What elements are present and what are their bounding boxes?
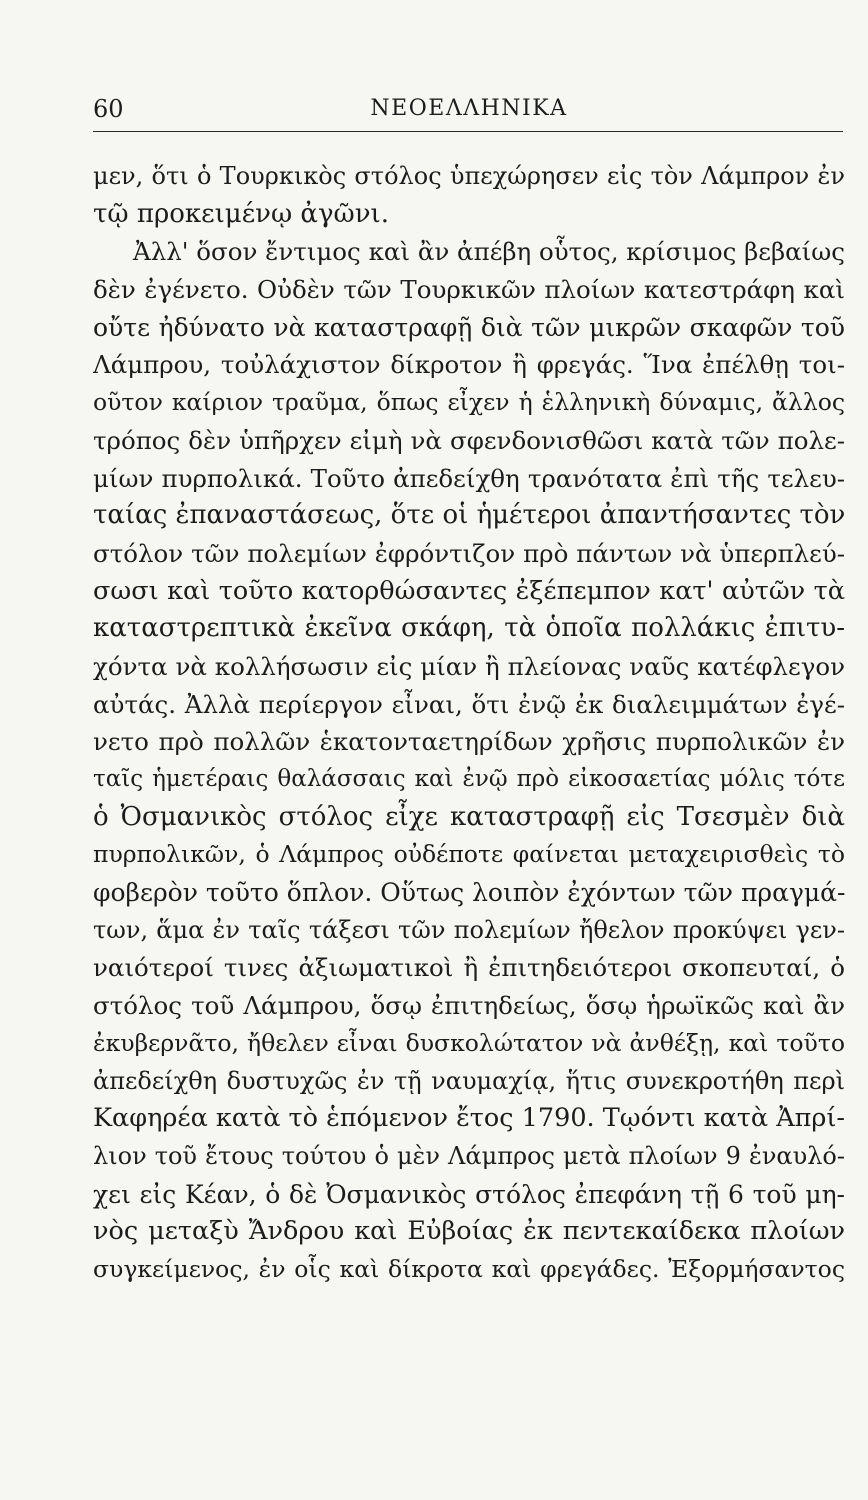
text-line: χει εἰς Κέαν, ὁ δὲ Ὀσμανικὸς στόλος ἐπεφάνη τῇ 6 τοῦ μη-: [93, 1179, 845, 1209]
page-number: 60: [93, 95, 124, 123]
text-line: μίων πυρπολικά. Τοῦτο ἀπεδείχθη τρανότατα ἐπὶ τῆς τελευ-: [93, 463, 845, 493]
text-line: φοβερὸν τοῦτο ὅπλον. Οὕτως λοιπὸν ἐχόντων τῶν πραγμά-: [93, 878, 845, 908]
text-line: οὔτε ἠδύνατο νὰ καταστραφῇ διὰ τῶν μικρῶν σκαφῶν τοῦ: [93, 312, 845, 342]
text-line: συγκείμενος, ἐν οἷς καὶ δίκροτα καὶ φρεγάδες. Ἐξορμήσαντος: [93, 1254, 845, 1283]
text-line: στόλος τοῦ Λάμπρου, ὅσῳ ἐπιτηδείως, ὅσῳ ἡρωϊκῶς καὶ ἂν: [93, 991, 845, 1021]
text-line: οῦτον καίριον τραῦμα, ὅπως εἶχεν ἡ ἑλληνικὴ δύναμις, ἄλλος: [93, 388, 845, 417]
text-line: λιον τοῦ ἔτους τούτου ὁ μὲν Λάμπρος μετὰ πλοίων 9 ἐναυλό-: [93, 1141, 845, 1170]
header-rule: [93, 131, 843, 132]
text-line: Ἀλλ' ὅσον ἔντιμος καὶ ἂν ἀπέβη οὗτος, κρίσιμος βεβαίως: [133, 237, 845, 267]
text-line: ναιότεροί τινες ἀξιωματικοὶ ἢ ἐπιτηδειότεροι σκοπευταί, ὁ: [93, 953, 845, 983]
text-line: Καφηρέα κατὰ τὸ ἑπόμενον ἔτος 1790. Τῳόντι κατὰ Ἀπρί-: [93, 1103, 845, 1134]
text-line: χόντα νὰ κολλήσωσιν εἰς μίαν ἢ πλείονας ναῦς κατέφλεγον: [93, 651, 845, 681]
text-line: ὁ Ὀσμανικὸς στόλος εἶχε καταστραφῇ εἰς Τσεσμὲν διὰ: [93, 801, 845, 832]
body-text: [93, 158, 845, 1289]
text-line: αὐτάς. Ἀλλὰ περίεργον εἶναι, ὅτι ἐνῷ ἐκ διαλειμμάτων ἐγέ-: [93, 689, 845, 719]
text-line: νετο πρὸ πολλῶν ἑκατονταετηρίδων χρῆσις πυρπολικῶν ἐν: [93, 727, 845, 757]
text-line: τῷ προκειμένῳ ἀγῶνι.: [93, 198, 389, 229]
text-line: ταῖς ἡμετέραις θαλάσσαις καὶ ἐνῷ πρὸ εἰκοσαετίας μόλις τότε: [93, 766, 845, 792]
text-line: νὸς μεταξὺ Ἄνδρου καὶ Εὐβοίας ἐκ πεντεκαίδεκα πλοίων: [93, 1216, 845, 1247]
text-line: τρόπος δὲν ὑπῆρχεν εἰμὴ νὰ σφενδονισθῶσι κατὰ τῶν πολε-: [93, 425, 845, 455]
text-line: δὲν ἐγένετο. Οὐδὲν τῶν Τουρκικῶν πλοίων κατεστράφη καὶ: [93, 275, 845, 305]
text-line: ἐκυβερνᾶτο, ἤθελεν εἶναι δυσκολώτατον νὰ ἀνθέξῃ, καὶ τοῦτο: [93, 1028, 845, 1057]
text-line: στόλον τῶν πολεμίων ἐφρόντιζον πρὸ πάντων νὰ ὑπερπλεύ-: [93, 538, 845, 568]
text-line: καταστρεπτικὰ ἐκεῖνα σκάφη, τὰ ὁποῖα πολλάκις ἐπιτυ-: [93, 613, 845, 644]
text-line: πυρπολικῶν, ὁ Λάμπρος οὐδέποτε φαίνεται μεταχειρισθεὶς τὸ: [93, 840, 845, 869]
running-head: [93, 92, 845, 126]
text-line: μεν, ὅτι ὁ Τουρκικὸς στόλος ὑπεχώρησεν εἰς τὸν Λάμπρον ἐν: [93, 162, 845, 190]
text-line: Λάμπρου, τοὐλάχιστον δίκροτον ἢ φρεγάς. Ἵνα ἐπέλθῃ τοι-: [93, 350, 845, 380]
text-line: των, ἅμα ἐν ταῖς τάξεσι τῶν πολεμίων ἤθελον προκύψει γεν-: [93, 915, 845, 944]
text-line: σωσι καὶ τοῦτο κατορθώσαντες ἐξέπεμπον κατ' αὐτῶν τὰ: [93, 575, 845, 606]
running-title: ΝΕΟΕΛΛΗΝΙΚΑ: [370, 96, 568, 121]
text-line: ταίας ἐπαναστάσεως, ὅτε οἱ ἡμέτεροι ἀπαντήσαντες τὸν: [93, 500, 845, 531]
text-line: ἀπεδείχθη δυστυχῶς ἐν τῇ ναυμαχίᾳ, ἥτις συνεκροτήθη περὶ: [93, 1066, 845, 1095]
